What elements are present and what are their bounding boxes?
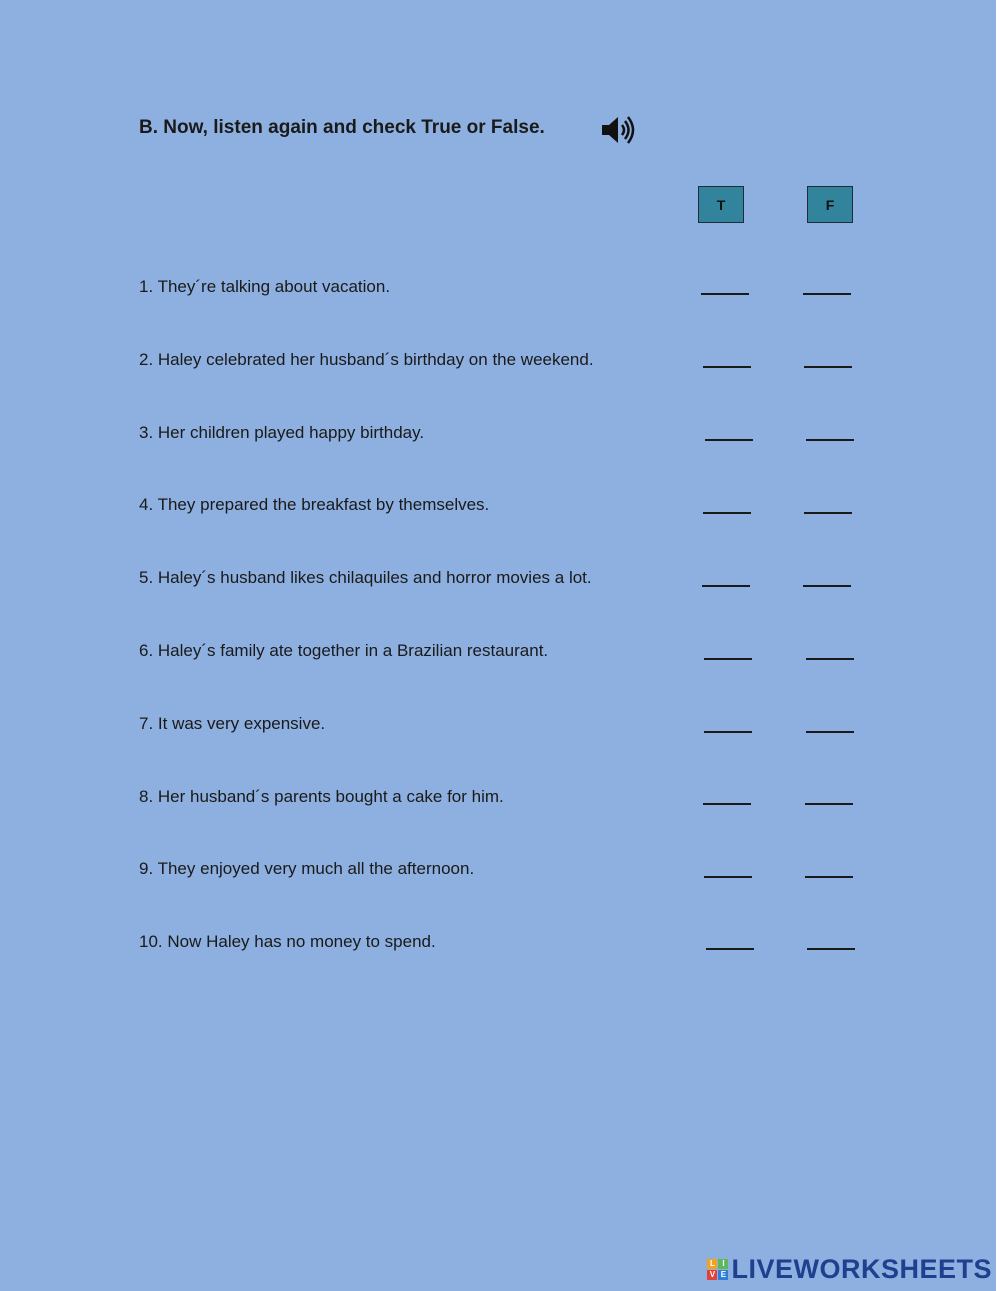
question-7: 7. It was very expensive. bbox=[139, 714, 326, 733]
question-8: 8. Her husband´s parents bought a cake for him. bbox=[139, 787, 504, 806]
question-2: 2. Haley celebrated her husband´s birthday on the weekend. bbox=[139, 350, 594, 369]
logo-text: LIVEWORKSHEETS bbox=[731, 1254, 992, 1284]
liveworksheets-logo bbox=[707, 1254, 992, 1285]
answer-blank-false-9[interactable] bbox=[805, 876, 853, 878]
worksheet-title: B. Now, listen again and check True or False. bbox=[139, 117, 545, 138]
true-column-header: T bbox=[698, 186, 744, 223]
logo-block-l: L bbox=[707, 1259, 717, 1269]
logo-block-v: V bbox=[707, 1270, 717, 1280]
answer-blank-true-10[interactable] bbox=[706, 948, 754, 950]
question-9: 9. They enjoyed very much all the afternoon. bbox=[139, 859, 475, 878]
answer-blank-true-2[interactable] bbox=[703, 366, 751, 368]
question-4: 4. They prepared the breakfast by themselves. bbox=[139, 495, 490, 514]
answer-blank-false-10[interactable] bbox=[807, 948, 855, 950]
logo-block-e: E bbox=[718, 1270, 728, 1280]
answer-blank-false-6[interactable] bbox=[806, 658, 854, 660]
answer-blank-true-4[interactable] bbox=[703, 512, 751, 514]
answer-blank-false-4[interactable] bbox=[804, 512, 852, 514]
answer-blank-false-3[interactable] bbox=[806, 439, 854, 441]
page-edge bbox=[996, 0, 1000, 1291]
answer-blank-true-6[interactable] bbox=[704, 658, 752, 660]
logo-block-i: I bbox=[718, 1259, 728, 1269]
question-6: 6. Haley´s family ate together in a Brazilian restaurant. bbox=[139, 641, 549, 660]
answer-blank-false-5[interactable] bbox=[803, 585, 851, 587]
answer-blank-false-1[interactable] bbox=[803, 293, 851, 295]
question-3: 3. Her children played happy birthday. bbox=[139, 423, 425, 442]
question-1: 1. They´re talking about vacation. bbox=[139, 277, 391, 296]
answer-blank-false-7[interactable] bbox=[806, 731, 854, 733]
answer-blank-true-8[interactable] bbox=[703, 803, 751, 805]
answer-blank-true-1[interactable] bbox=[701, 293, 749, 295]
question-10: 10. Now Haley has no money to spend. bbox=[139, 932, 436, 951]
answer-blank-false-8[interactable] bbox=[805, 803, 853, 805]
answer-blank-true-9[interactable] bbox=[704, 876, 752, 878]
answer-blank-true-3[interactable] bbox=[705, 439, 753, 441]
answer-blank-true-7[interactable] bbox=[704, 731, 752, 733]
answer-blank-false-2[interactable] bbox=[804, 366, 852, 368]
question-5: 5. Haley´s husband likes chilaquiles and horror movies a lot. bbox=[139, 568, 592, 587]
answer-blank-true-5[interactable] bbox=[702, 585, 750, 587]
speaker-icon[interactable] bbox=[600, 114, 636, 146]
false-column-header: F bbox=[807, 186, 853, 223]
logo-blocks-icon bbox=[707, 1259, 728, 1280]
